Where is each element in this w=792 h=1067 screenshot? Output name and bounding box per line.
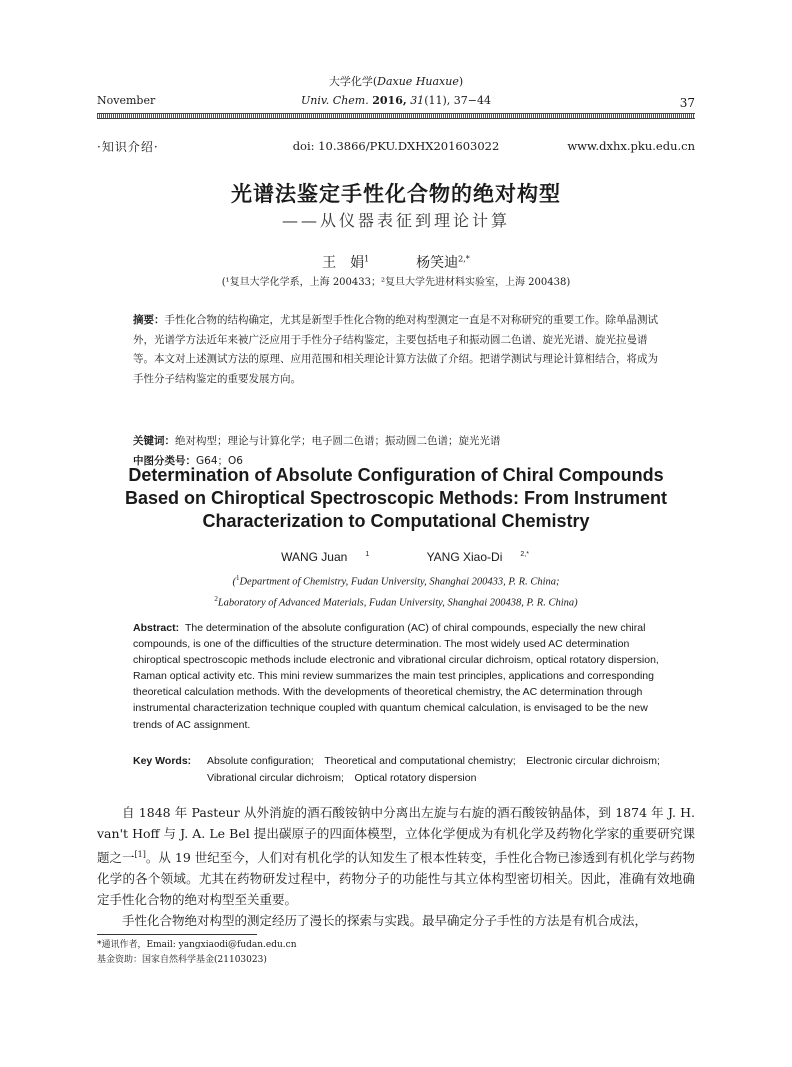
running-header <box>97 93 695 109</box>
en-abstract: Abstract: The determination of the absolute configuration (AC) of chiral compounds, especially the new chiral compounds, is one of the difficulties of the structure determination. The most widely used AC determination chiroptical spectroscopic methods include electronic and vibrational circular dichroism, optical rotatory dispersion, Raman optical activity etc. This mini review summarizes the main test principles, applications and corresponding theoretical calculation methods. With the developments of theoretical chemistry, the AC determination through instrumental characterization technique coupled with quantum chemical calculation, is envisaged to be the new trends of AC assignment. <box>133 622 659 731</box>
footnote-rule <box>97 934 257 935</box>
en-authors: WANG Juan $^1$ YANG Xiao-Di $^{2,*}$ <box>281 550 529 564</box>
corresponding-author-note: *通讯作者，Email: yangxiaodi@fudan.edu.cn <box>97 940 297 950</box>
paragraph: 手性化合物绝对构型的测定经历了漫长的探索与实践。最早确定分子手性的方法是有机合成法， <box>122 913 648 929</box>
doi: doi: 10.3866/PKU.DXHX201603022 <box>292 139 500 153</box>
journal-website: www.dxhx.pku.edu.cn <box>567 139 695 153</box>
article-meta <box>97 138 695 154</box>
citation: Univ. Chem. 2016, 31(11), 37−44 <box>301 94 491 107</box>
cn-affiliation: (¹复旦大学化学系，上海 200433；²复旦大学先进材料实验室，上海 200438) <box>221 277 571 288</box>
cn-title: 光谱法鉴定手性化合物的绝对构型 <box>231 182 561 206</box>
cn-authors: 王 娟$^1$ 杨笑迪$^{2,*}$ <box>322 254 470 271</box>
running-journal-name: 大学化学(Daxue Huaxue) <box>328 75 464 88</box>
page-number: 37 <box>679 96 695 110</box>
paragraph: 自 1848 年 Pasteur 从外消旋的酒石酸铵钠中分离出左旋与右旋的酒石酸铵钠晶体，到 1874 年 J. H. van't Hoff 与 J. A. Le Bel 提出碳原子的四面体模型，立体化学便成为有机化学及药物化学家的重要研究课题之一[1]。从 19 世纪至今，人们对有机化学的认知发生了根本性转变，手性化合物已渗透到有机化学与药物化学的各个领域。尤其在药物研发过程中，药物分子的功能性与其立体构型密切相关。因此，准确有效地确定手性化合物的绝对构型至关重要。 <box>97 805 695 908</box>
column-label: ·知识介绍· <box>97 140 159 154</box>
en-affiliation: ($^1$Department of Chemistry, Fudan University, Shanghai 200433, P. R. China; $^2$Laboratory of Advanced Materials, Fudan University, Shanghai 200438, P. R. China) <box>214 574 578 608</box>
footnotes <box>97 938 695 968</box>
en-keywords: Key Words: Absolute configuration; Theoretical and computational chemistry; Electronic circular dichroism; Vibrational circular dichroism; Optical rotatory dispersion <box>133 755 671 784</box>
cn-abstract: 摘要：手性化合物的结构确定，尤其是新型手性化合物的绝对构型测定一直是不对称研究的重要工作。除单晶测试外，光谱学方法近年来被广泛应用于手性分子结构鉴定，主要包括电子和振动圆二色谱、旋光光谱、旋光拉曼谱等。本文对上述测试方法的原理、应用范围和相关理论计算方法做了介绍。把谱学测试与理论计算相结合，将成为手性分子结构鉴定的重要发展方向。 <box>133 314 658 385</box>
cn-subtitle: ——从仪器表征到理论计算 <box>281 211 510 230</box>
header-rule <box>97 113 695 119</box>
issue-month: November <box>97 94 156 107</box>
en-title: Determination of Absolute Configuration of Chiral Compounds Based on Chiroptical Spectroscopic Methods: From Instrument Characterization to Computational Chemistry <box>124 465 668 531</box>
cn-keywords: 关键词：绝对构型；理论与计算化学；电子圆二色谱；振动圆二色谱；旋光光谱 中图分类号：G64；O6 <box>133 435 501 467</box>
body-text <box>97 802 695 931</box>
funding-note: 基金资助：国家自然科学基金(21103023) <box>97 955 267 965</box>
